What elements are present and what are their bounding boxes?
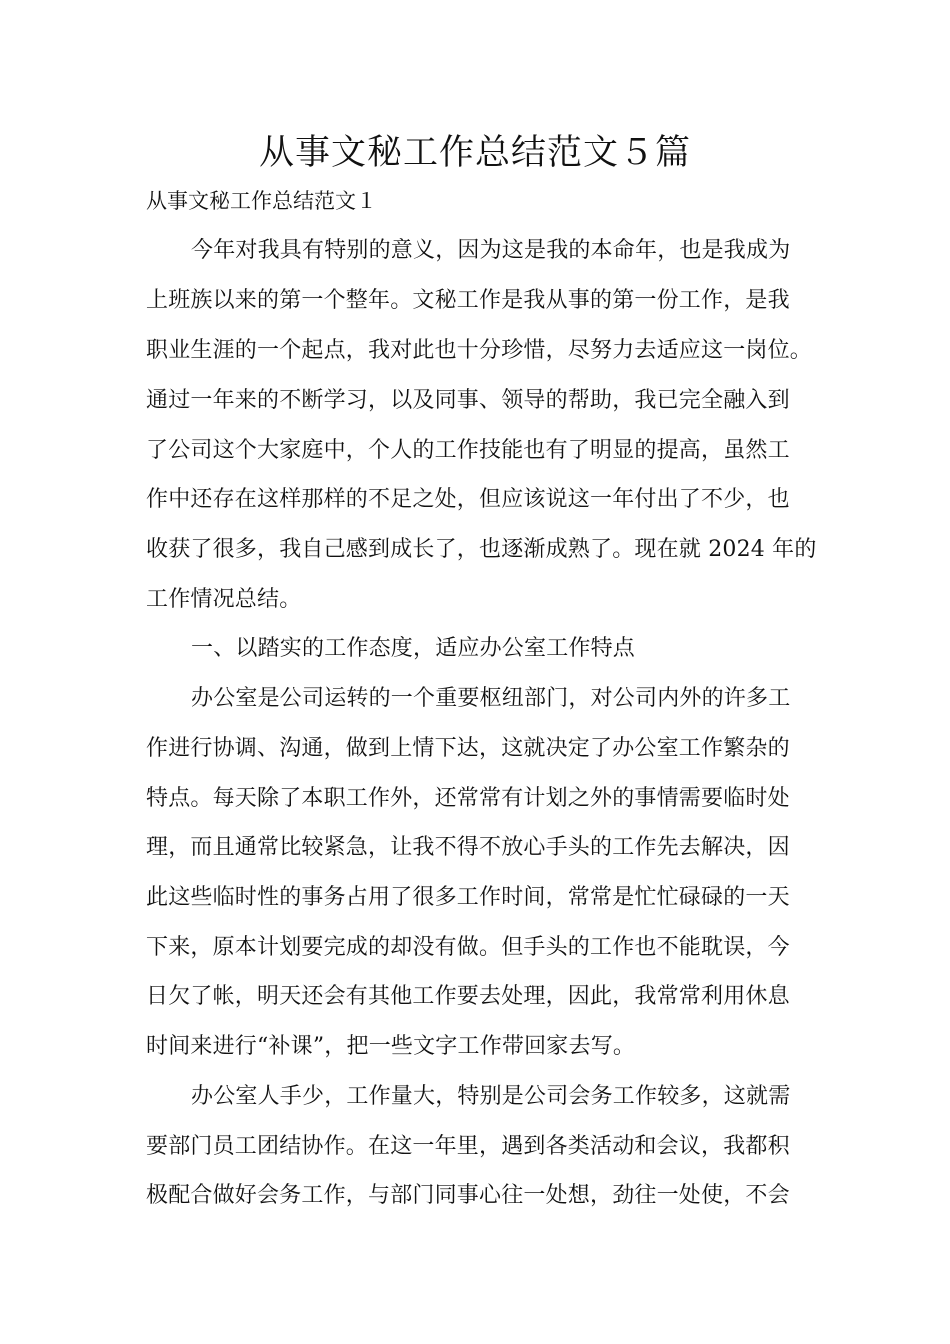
text-line: 收获了很多，我自己感到成长了，也逐渐成熟了。现在就 2024 年的 — [146, 537, 817, 562]
text-line: 要部门员工团结协作。在这一年里，遇到各类活动和会议，我都积 — [146, 1134, 790, 1159]
text-line: 工作情况总结。 — [146, 587, 302, 612]
section-subtitle: 从事文秘工作总结范文１ — [146, 189, 377, 213]
text-line: 办公室人手少，工作量大，特别是公司会务工作较多，这就需 — [191, 1084, 791, 1109]
text-line: 上班族以来的第一个整年。文秘工作是我从事的第一份工作，是我 — [146, 288, 790, 313]
text-line: 职业生涯的一个起点，我对此也十分珍惜，尽努力去适应这一岗位。 — [146, 338, 813, 363]
text-line: 下来，原本计划要完成的却没有做。但手头的工作也不能耽误，今 — [146, 935, 790, 960]
text-line: 作中还存在这样那样的不足之处，但应该说这一年付出了不少，也 — [146, 487, 790, 512]
text-line: 通过一年来的不断学习，以及同事、领导的帮助，我已完全融入到 — [146, 388, 790, 413]
text-line: 极配合做好会务工作，与部门同事心往一处想，劲往一处使，不会 — [146, 1183, 790, 1208]
document-title: 从事文秘工作总结范文５篇 — [258, 133, 691, 173]
text-line: 时间来进行“补课”，把一些文字工作带回家去写。 — [146, 1034, 636, 1059]
text-line: 了公司这个大家庭中，个人的工作技能也有了明显的提高，虽然工 — [146, 438, 790, 463]
text-line: 特点。每天除了本职工作外，还常常有计划之外的事情需要临时处 — [146, 786, 790, 811]
text-line: 日欠了帐，明天还会有其他工作要去处理，因此，我常常利用休息 — [146, 984, 790, 1009]
text-line: 办公室是公司运转的一个重要枢纽部门，对公司内外的许多工 — [191, 686, 791, 711]
section-heading: 一、以踏实的工作态度，适应办公室工作特点 — [191, 636, 636, 661]
text-line: 理，而且通常比较紧急，让我不得不放心手头的工作先去解决，因 — [146, 835, 790, 860]
text-line: 此这些临时性的事务占用了很多工作时间，常常是忙忙碌碌的一天 — [146, 885, 790, 910]
text-line: 作进行协调、沟通，做到上情下达，这就决定了办公室工作繁杂的 — [146, 736, 790, 761]
text-line: 今年对我具有特别的意义，因为这是我的本命年，也是我成为 — [191, 238, 791, 263]
